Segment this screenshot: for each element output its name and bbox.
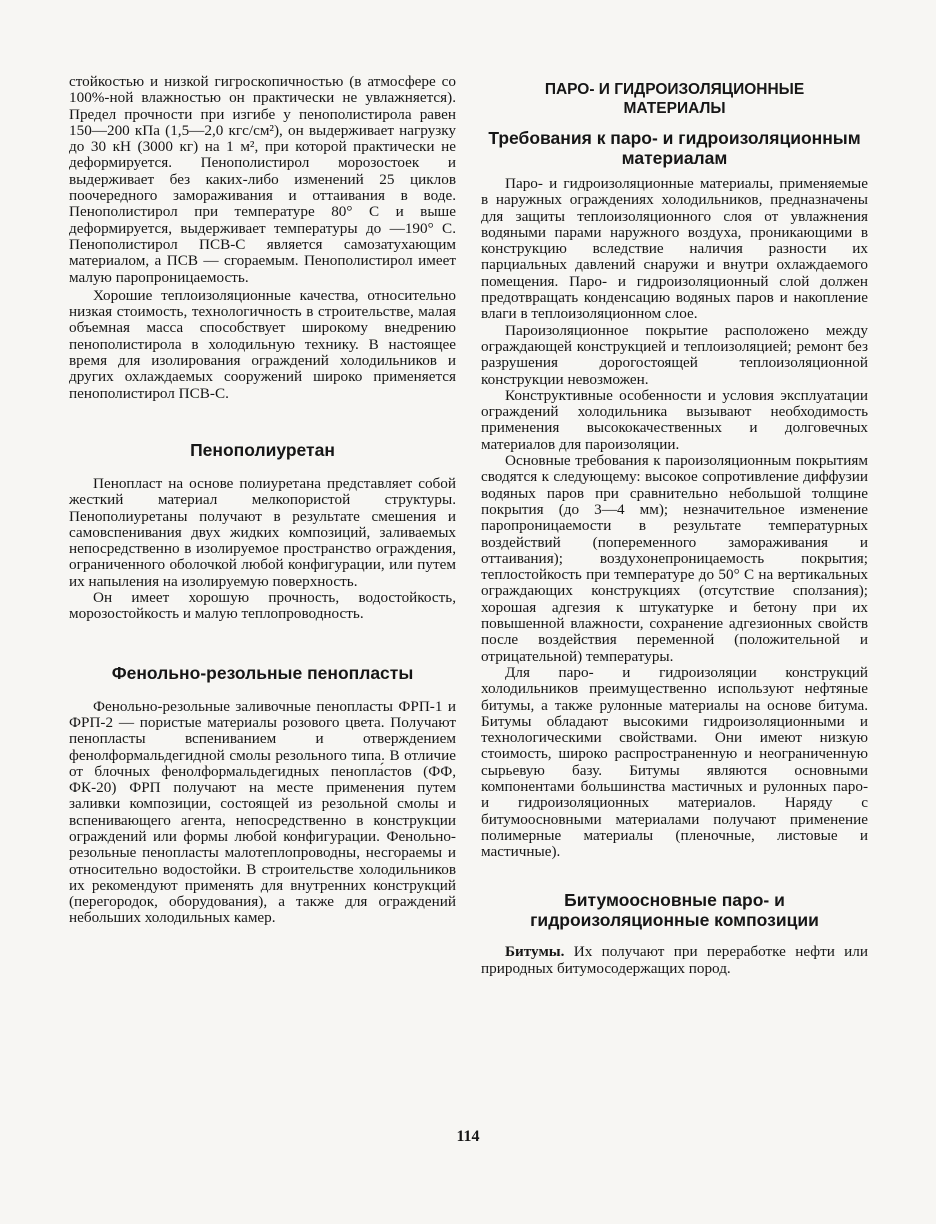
heading-bitumen-compositions: Битумоосновные паро- и гидроизоляционные композиции (530, 890, 819, 931)
heading-polyurethane: Пенополиуретан (190, 439, 335, 460)
paragraph-bitumen (481, 944, 868, 977)
right-column (481, 74, 868, 977)
paragraph-polyurethane-1: Пенопласт на основе полиуретана представляет собой жесткий материал мелкопористой структуры. Пенополиуретаны получают в результате смешения и самовспенивания двух жидких композиций, заливаемых непосредственно в изолируемое пространство ограждения, ограниченного оболочкой любой конфигурации, или путем их напыления на изолируемую поверхность. (69, 474, 456, 590)
heading-phenol-resol: Фенольно-резольные пенопласты (111, 662, 414, 683)
paragraph-requirements-1: Паро- и гидроизоляционные материалы, применяемые в наружных ограждениях холодильников, предназначены для защиты теплоизоляционного слоя от увлажнения водяными парами наружного воздуха, проникающими в конструкцию вследствие наличия разности их парциальных давлений снаружи и внутри охлаждаемого помещения. Паро- и гидроизоляционный слой должен предотвращать конденсацию водяных паров и накопление влаги в теплоизоляционном слое. (481, 175, 868, 323)
page-number: 114 (456, 1128, 480, 1145)
paragraph-polyurethane-2: Он имеет хорошую прочность, водостойкость, морозостойкость и малую теплопроводность. (69, 589, 456, 623)
paragraph-requirements-4: Основные требования к пароизоляционным покрытиям сводятся к следующему: высокое сопротивление диффузии водяных паров при сравнительно небольшой толщине покрытия (до 3—4 мм); незначительное изменение паропроницаемости в результате температурных воздействий (попеременного замораживания и оттаивания); воздухонепроницаемость покрытия; теплостойкость при температуре до 50° С на вертикальных ограждающих конструкциях (отсутствие сползания); хорошая адгезия к штукатурке и бетону при их повышенной влажности, сохранение адгезионных свойств после воздействия переменной (положительной и отрицательной) температуры. (481, 452, 868, 665)
paragraph-requirements-2: Пароизоляционное покрытие расположено между ограждающей конструкцией и теплоизоляцией; ремонт без разрушения дорогостоящей теплоизоляционной конструкции невозможен. (481, 321, 868, 388)
paragraph-requirements-5: Для паро- и гидроизоляции конструкций холодильников преимущественно используют нефтяные битумы, а также рулонные материалы на основе битума. Битумы обладают высокими гидроизоляционными и технологическими свойствами. Они имеют низкую стоимость, широко распространенную и неограниченную сырьевую базу. Битумы являются основными компонентами большинства мастичных и рулонных паро- и гидроизоляционных материалов. Наряду с битумоосновными материалами получают применение полимерные материалы (пленочные, листовые и мастичные). (481, 663, 868, 861)
left-column (69, 74, 456, 927)
paragraph-polystyrene-summary: Хорошие теплоизоляционные качества, относительно низкая стоимость, технологичность в строительстве, малая объемная масса способствует широкому внедрению пенополистирола в холодильную технику. В настоящее время для изолирования ограждений холодильников и других охлаждаемых сооружений широко применяется пенополистирол ПСВ-С. (69, 286, 456, 402)
paragraph-polystyrene-properties: стойкостью и низкой гигроскопичностью (в атмосфере со 100%-ной влажностью он практически не увлажняется). Предел прочности при изгибе у пенополистирола равен 150—200 кПа (1,5—2,0 кгс/см²), он выдерживает нагрузку до 30 кН (3000 кг) на 1 м², при которой практически не деформируется. Пенополистирол морозостоек и выдерживает без каких-либо изменений 25 циклов поочередного замораживания и оттаивания в воде. Пенополистирол при температуре 80° С и выше деформируется, выдерживает температуры до —190° С. Пенополистирол ПСВ-С является самозатухающим материалом, а ПСВ — сгораемым. Пенополистирол имеет малую паропроницаемость. (69, 73, 456, 286)
heading-vapor-waterproofing-materials: ПАРО- И ГИДРОИЗОЛЯЦИОННЫЕ МАТЕРИАЛЫ (544, 81, 805, 117)
paragraph-requirements-3: Конструктивные особенности и условия эксплуатации ограждений холодильника вызывают необходимость применения высококачественных и долговечных материалов для пароизоляции. (481, 386, 868, 453)
run-in-heading-bitumen: Битумы. (505, 943, 565, 961)
paragraph-phenol-resol: Фенольно-резольные заливочные пенопласты ФРП-1 и ФРП-2 — пористые материалы розового цвета. Получают пенопласты вспениванием и отверждением фенолформальдегидной смолы резольного типа. В отличие от блочных фенолформальдегидных пенопла́стов (ФФ, ФК-20) ФРП получают на месте применения путем заливки композиции, состоящей из резольной смолы и вспенивающего агента, непосредственно в конструкции ограждений или формы любой конфигурации. Фенольно-резольные пенопласты малотеплопроводны, несгораемы и относительно водостойки. В строительстве холодильников их рекомендуют применять для внутренних конструкций (перегородок, оборудования), а также для ограждений небольших холодильных камер. (69, 697, 456, 927)
paragraph-bitumen-text: Их получают при переработке нефти или природных битумосодержащих пород. (481, 943, 868, 977)
heading-requirements: Требования к паро- и гидроизоляционным материалам (488, 128, 861, 168)
